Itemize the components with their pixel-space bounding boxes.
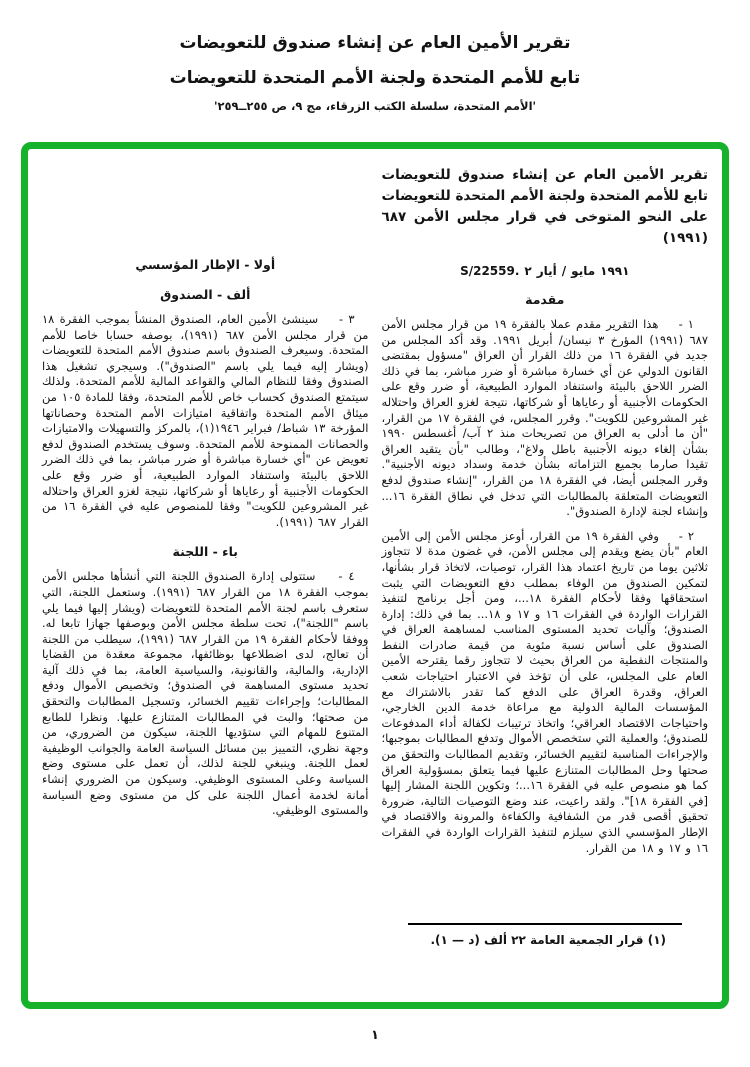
header-title-line2: تابع للأمم المتحدة ولجنة الأمم المتحدة للتعويضات — [169, 68, 581, 88]
intro-heading: مقدمة — [525, 292, 565, 307]
two-column-layout — [42, 161, 708, 990]
subsection-fund-heading: ألف - الصندوق — [160, 287, 251, 302]
paragraph-4: ٤ - ستتولى إدارة الصندوق اللجنة التي أنشأها مجلس الأمن بموجب الفقرة ١٨ من القرار ٦٨٧ (١٩٩١). وستعمل اللجنة، التي ستعرف باسم لجنة الأمم المتحدة للتعويضات (ويشار إليها فيما يلي باسم "اللجنة")، تحت سلطة مجلس الأمن وبوصفها جهازا تابعا له. ووفقا لأحكام الفقرة ١٩ من القرار ٦٨٧ (١٩٩١)، سيطلب من اللجنة أن تعالج، لدى اضطلاعها بوظائفها، مجموعة معقدة من القضايا الإدارية، والمالية، والقانونية، والسياسية العامة، بما في ذلك آلية تحديد مستوى المساهمة في الصندوق؛ وتخصيص الأموال ودفع المطالبات؛ وإجراءات تقييم الخسائر، وتسجيل المطالبات والتحقق من صحتها؛ والبت في المطالبات المتنازع عليها. ونظرا للطابع المتنوع للمهام التي ستؤديها اللجنة، سيكون من الضروري، من وجهة نظري، التمييز بين مسائل السياسة العامة والجوانب الوظيفية لعمل اللجنة. وينبغي للجنة لذلك، أن تعمل على مستوى وضع السياسة وعلى المستوى الوظيفي. وسيكون من الضروري إنشاء أمانة لخدمة أعمال اللجنة على كل من مستوى وضع السياسة والمستوى الوظيفي. — [42, 569, 369, 818]
footnote-1: (١) قرار الجمعية العامة ٢٢ ألف (د — ١). — [430, 933, 666, 947]
dateline-token: / — [561, 264, 567, 278]
section-one-column — [42, 161, 369, 990]
document-symbol-dateline — [382, 264, 709, 278]
subsection-commission-heading: باء - اللجنة — [172, 544, 238, 560]
footnote-rule — [408, 923, 682, 925]
report-title: تقرير الأمين العام عن إنشاء صندوق للتعويضات تابع للأمم المتحدة ولجنة الأمم المتحدة للتعويضات على النحو المتوخى في قرار مجلس الأمن ٦٨٧ (١٩٩١) — [381, 167, 708, 246]
section-one-heading: أولا - الإطار المؤسسي — [135, 257, 276, 272]
dateline-token: ٢ — [524, 264, 532, 278]
dateline-token: ١٩٩١ — [600, 264, 630, 278]
paragraph-2: ٢ - وفي الفقرة ١٩ من القرار، أوعز مجلس الأمن إلى الأمين العام "بأن يضع ويقدم إلى مجلس الأمن، في غضون مدة لا تتجاوز ثلاثين يوما من تاريخ اعتماد هذا القرار، توصيات، لاتخاذ قرار بشأنها، لتمكين الصندوق من الوفاء بمطلب دفع التعويضات التي يثبت استحقاقها وفقا لأحكام الفقرة ١٨...، ومن أجل برنامج لتنفيذ القرارات الواردة في الفقرات ١٦ و ١٧ و ١٨... بما في ذلك: إدارة الصندوق؛ وآليات تحديد المستوى المناسب لمساهمة العراق في الصندوق على أساس نسبة مئوية من قيمة صادرات النفط والمنتجات النفطية من العراق بحيث لا تتجاوز رقما يقترحه الأمين العام على المجلس، على أن تؤخذ في الاعتبار احتياجات شعب العراق، وقدرة العراق على الدفع كما تقدر بالاشتراك مع المؤسسات المالية الدولية مع مراعاة خدمة الدين الخارجي، واحتياجات الاقتصاد العراقي؛ واتخاذ ترتيبات لكفالة أداء المدفوعات للصندوق؛ والعملية التي ستخصص الأموال وتدفع المطالبات بموجبها؛ والإجراءات المناسبة لتقييم الخسائر، وتقديم المطالبات والتحقق من صحتها وحل المطالبات المتنازع عليها فيما يتعلق بمسؤولية العراق كما هو منصوص عليه في الفقرة ١٦...؛ وتكوين اللجنة المشار إليها [في الفقرة ١٨]". ولقد راعيت، عند وضع التوصيات التالية، ضرورة تحقيق أقصى قدر من الشفافية والكفاءة والمرونة والاقتصاد في الإطار المؤسسي الذي سيلزم لتنفيذ القرارات الواردة في الفقرات ١٦ و ١٧ و ١٨ من القرار. — [381, 528, 709, 855]
header-source-line: 'الأمم المتحدة، سلسلة الكتب الزرقاء، مج ٩، ص ٢٥٥ــ٢٥٩' — [213, 99, 537, 113]
dateline-token: مايو — [571, 264, 596, 278]
footnote-area — [382, 923, 709, 948]
document-header — [0, 0, 750, 113]
dateline-token: أيار — [536, 264, 557, 278]
intro-column — [382, 161, 709, 990]
dateline-token: S/22559. — [460, 264, 520, 278]
page-number: ١ — [371, 1028, 379, 1043]
paragraph-1: ١ - هذا التقرير مقدم عملا بالفقرة ١٩ من قرار مجلس الأمن ٦٨٧ (١٩٩١) المؤرخ ٣ نيسان/ أبريل ١٩٩١. وقد أكد المجلس من جديد في الفقرة ١٦ من ذلك القرار أن العراق "مسؤول بمقتضى القانون الدولي عن أي خسارة مباشرة أو ضرر مباشر، بما في ذلك الضرر اللاحق بالبيئة واستنفاد الموارد الطبيعية، أو ضرر وقع على الحكومات الأجنبية أو رعاياها أو شركاتها، نتيجة لغزو العراق واحتلاله غير المشروعين للكويت". وقرر المجلس، في الفقرة ١٧ من القرار، "أن ما أدلى به العراق من تصريحات منذ ٢ آب/ أغسطس ١٩٩٠ بشأن إلغاء ديونه الأجنبية باطل ولاغ"، وطالب "بأن يتقيد العراق تقيدا صارما بجميع التزاماته بشأن خدمة وسداد ديونه الأجنبية". وقرر المجلس أيضا، في الفقرة ١٨ من القرار، "إنشاء صندوق لدفع التعويضات المتعلقة بالمطالبات التي تدخل في نطاق الفقرة ١٦... وإنشاء لجنة لإدارة الصندوق". — [381, 317, 709, 519]
report-frame — [21, 142, 729, 1009]
header-title-line1: تقرير الأمين العام عن إنشاء صندوق للتعويضات — [179, 33, 571, 53]
paragraph-3: ٣ - سينشئ الأمين العام، الصندوق المنشأ بموجب الفقرة ١٨ من قرار مجلس الأمن ٦٨٧ (١٩٩١)، بوصفه حسابا خاصا للأمم المتحدة. وسيعرف الصندوق باسم صندوق الأمم المتحدة للتعويضات (ويشار إليه فيما يلي باسم "الصندوق"). وسيجري تشغيل هذا الصندوق وفقا للنظام المالي والقواعد المالية للأمم المتحدة. ولذلك سيتمتع الصندوق كحساب خاص للأمم المتحدة، وفقا للمادة ١٠٥ من ميثاق الأمم المتحدة واتفاقية امتيازات الأمم المتحدة وحصاناتها المؤرخة ١٣ شباط/ فبراير ١٩٤٦(١)، بالمركز والتسهيلات والامتيازات والحصانات الممنوحة للأمم المتحدة. وسوف يستخدم الصندوق لدفع تعويض عن "أي خسارة مباشرة أو ضرر مباشر، بما في ذلك الضرر اللاحق بالبيئة واستنفاد الموارد الطبيعية، أو ضرر وقع على الحكومات الأجنبية أو رعاياها أو شركاتها، نتيجة لغزو العراق واحتلاله غير المشروعين للكويت" وفقا للمنصوص عليه في الفقرة ١٦ من القرار ٦٨٧ (١٩٩١). — [42, 312, 369, 529]
